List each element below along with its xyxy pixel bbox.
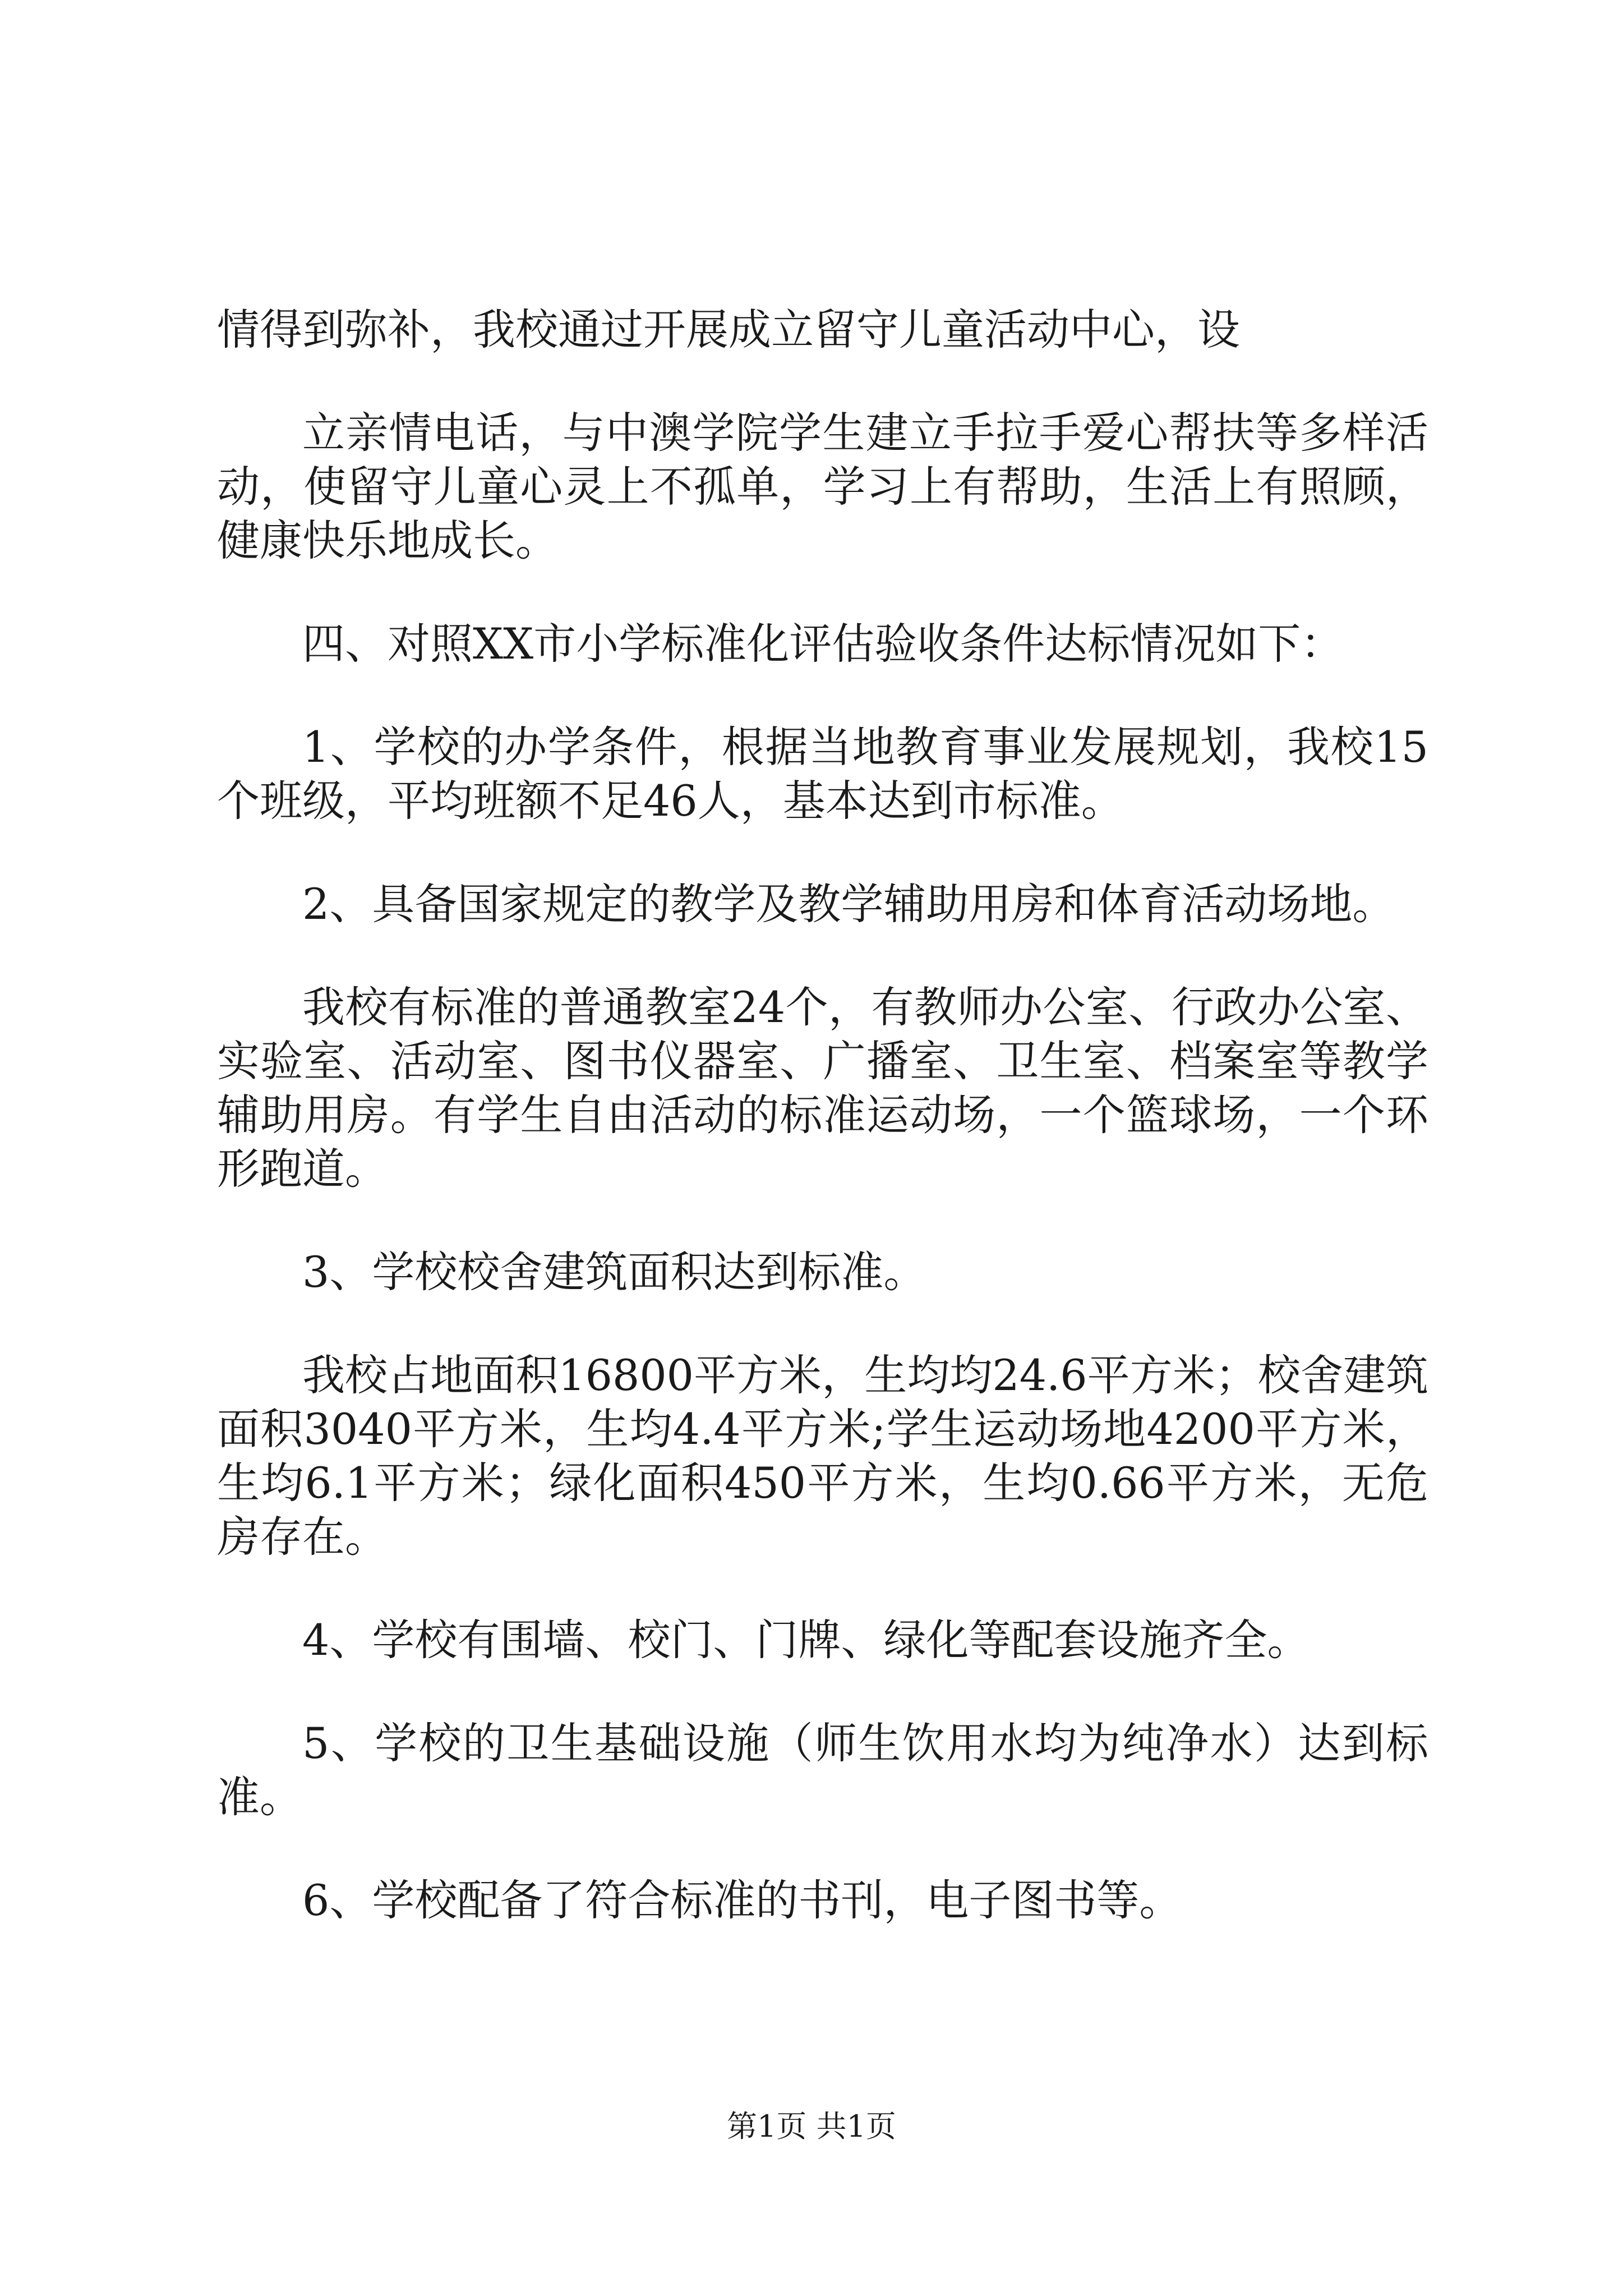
paragraph-3: 四、对照XX市小学标准化评估验收条件达标情况如下： (302, 619, 1344, 669)
paragraph-11: 6、学校配备了符合标准的书刊，电子图书等。 (302, 1875, 1182, 1925)
paragraph-10: 5、学校的卫生基础设施（师生饮用水均为纯净水）达到标准。 (217, 1718, 1428, 1822)
paragraph-5: 2、具备国家规定的教学及教学辅助用房和体育活动场地。 (302, 879, 1395, 929)
paragraph-2: 立亲情电话，与中澳学院学生建立手拉手爱心帮扶等多样活动，使留守儿童心灵上不孤单，学习上有帮助，生活上有照顾，健康快乐地成长。 (217, 408, 1428, 565)
paragraph-1: 情得到弥补，我校通过开展成立留守儿童活动中心，设 (217, 305, 1240, 355)
paragraph-8: 我校占地面积16800平方米，生均均24.6平方米；校舍建筑面积3040平方米，生均4.4平方米;学生运动场地4200平方米，生均6.1平方米；绿化面积450平方米，生均0.66平方米，无危房存在。 (217, 1350, 1428, 1562)
paragraph-6: 我校有标准的普通教室24个，有教师办公室、行政办公室、实验室、活动室、图书仪器室、广播室、卫生室、档案室等教学辅助用房。有学生自由活动的标准运动场，一个篮球场，一个环形跑道。 (217, 982, 1428, 1194)
paragraph-9: 4、学校有围墙、校门、门牌、绿化等配套设施齐全。 (302, 1615, 1310, 1665)
document-body (217, 303, 1428, 1977)
page-footer: 第1页 共1页 (727, 2109, 896, 2144)
paragraph-7: 3、学校校舍建筑面积达到标准。 (302, 1247, 926, 1297)
paragraph-4: 1、学校的办学条件，根据当地教育事业发展规划，我校15个班级，平均班额不足46人，基本达到市标准。 (217, 722, 1428, 826)
